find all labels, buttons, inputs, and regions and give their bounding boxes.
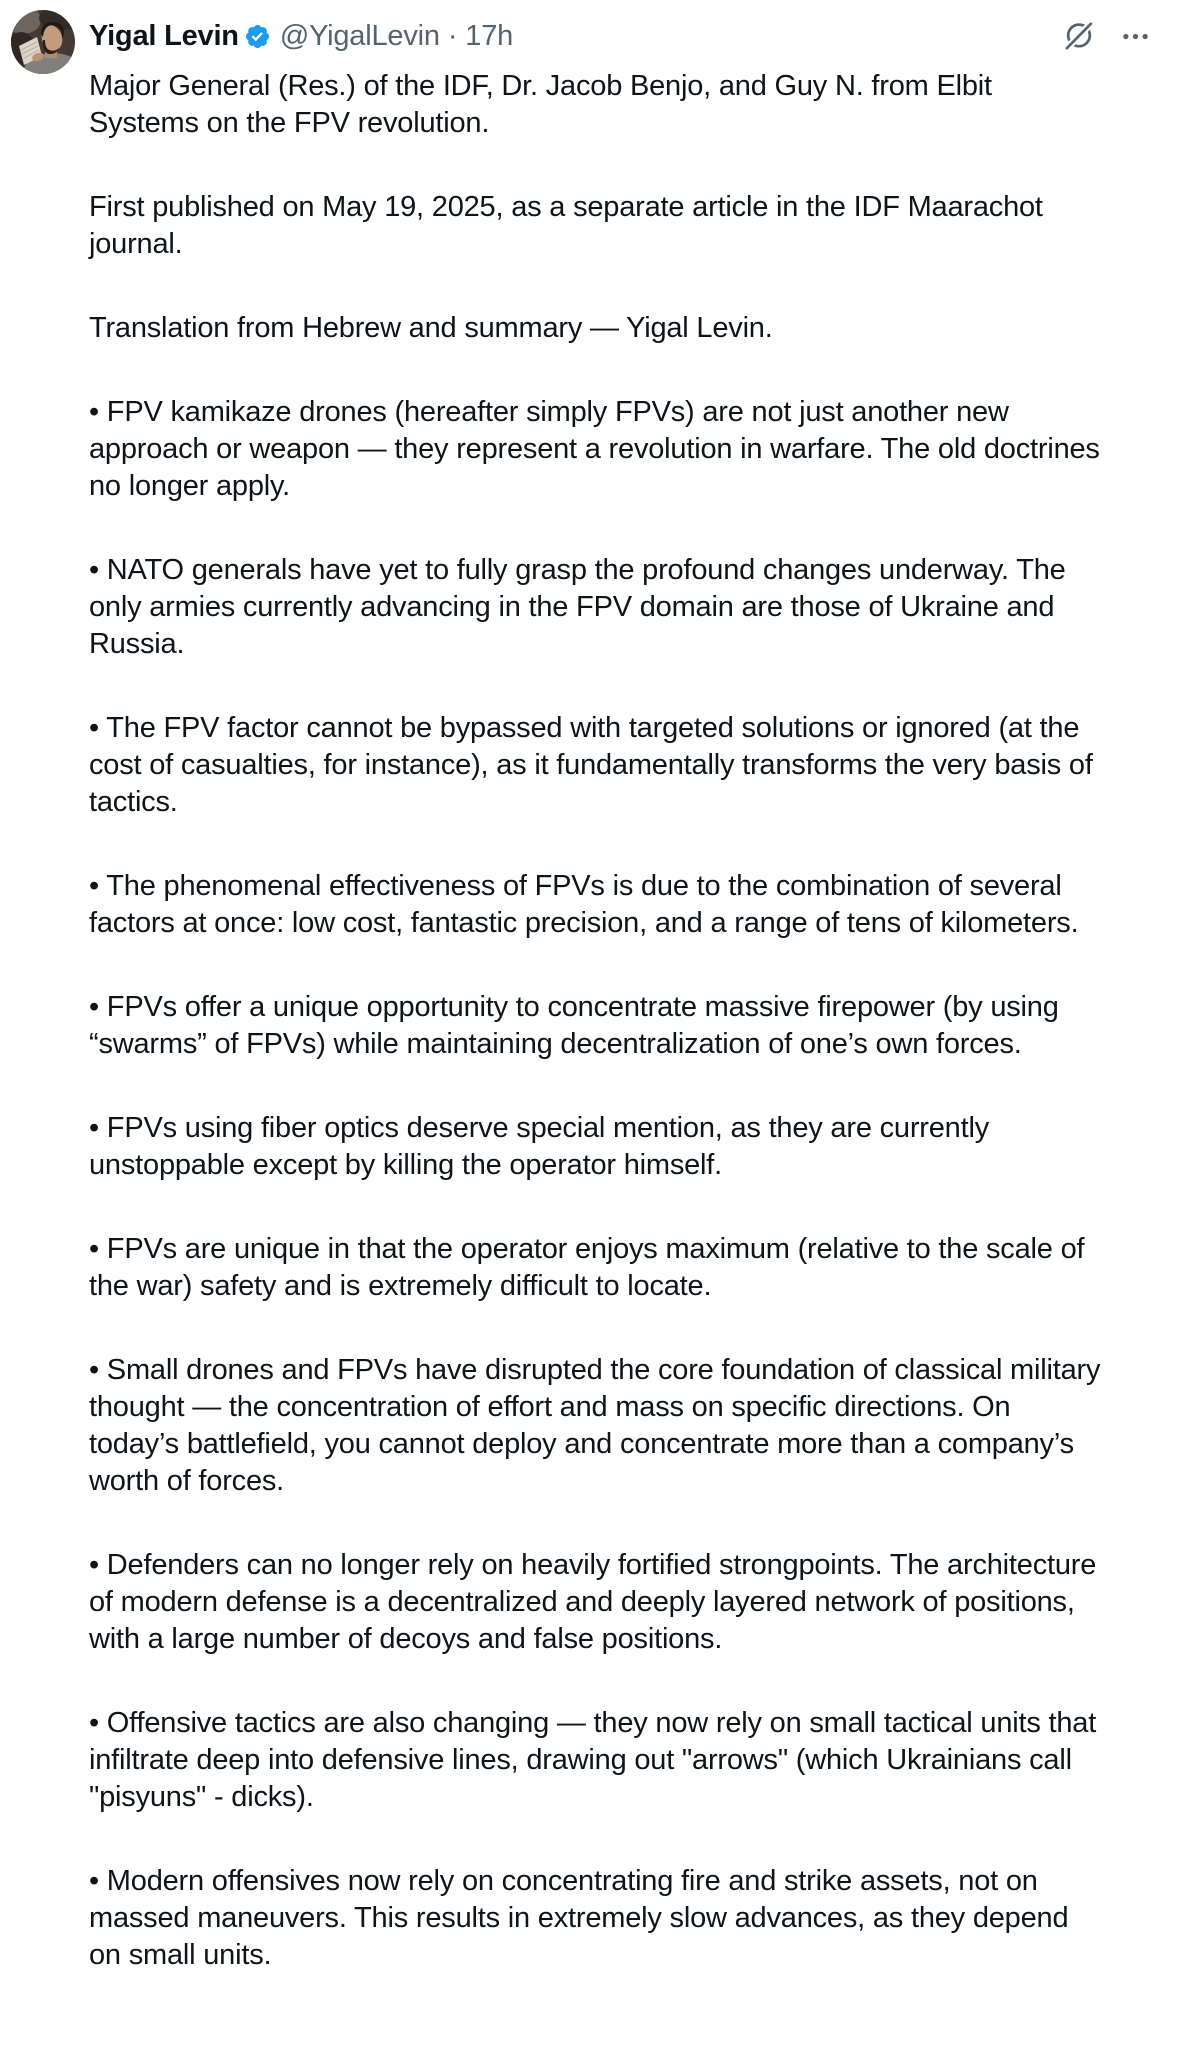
author-handle[interactable]: @YigalLevin [279,19,440,52]
tweet-paragraph: • Offensive tactics are also changing — they now rely on small tactical units that infiltrate deep into defensive lines, drawing out "arrows" (which Ukrainians call "pisyuns" - dicks). [89,1707,1104,1813]
tweet-text [89,68,1109,1974]
post-header [89,18,1152,54]
tweet-paragraph: • The phenomenal effectiveness of FPVs is due to the combination of several factors at once: low cost, fantastic precision, and a range of tens of kilometers. [89,870,1079,939]
header-actions [1061,18,1152,54]
tweet-paragraph: • Small drones and FPVs have disrupted the core foundation of classical military thought — the concentration of effort and mass on specific directions. On today’s battlefield, you cannot deploy and concentrate more than a company’s worth of forces. [89,1354,1109,1497]
tweet-paragraph: • The FPV factor cannot be bypassed with targeted solutions or ignored (at the cost of casualties, for instance), as it fundamentally transforms the very basis of tactics. [89,712,1101,818]
tweet-paragraph: • Modern offensives now rely on concentrating fire and strike assets, not on massed maneuvers. This results in extremely slow advances, as they depend on small units. [89,1865,1077,1971]
verified-badge-icon [244,23,271,50]
handle-group [280,20,513,53]
separator-dot: · [447,19,458,52]
timestamp[interactable]: 17h [465,19,514,52]
author-name[interactable]: Yigal Levin [89,19,239,52]
avatar-photo [11,10,75,74]
more-icon [1119,20,1152,53]
tweet-paragraph: • FPVs offer a unique opportunity to concentrate massive firepower (by using “swarms” of FPVs) while maintaining decentralization of one’s own forces. [89,991,1067,1060]
tweet-paragraph: Translation from Hebrew and summary — Yigal Levin. [89,312,773,344]
tweet-paragraph: • FPV kamikaze drones (hereafter simply FPVs) are not just another new approach or weapon — they represent a revolution in warfare. The old doctrines no longer apply. [89,396,1108,502]
more-button[interactable] [1119,20,1152,53]
tweet-paragraph: • NATO generals have yet to fully grasp the profound changes underway. The only armies currently advancing in the FPV domain are those of Ukraine and Russia. [89,554,1074,660]
avatar[interactable] [11,10,75,74]
tweet-paragraph: First published on May 19, 2025, as a separate article in the IDF Maarachot journal. [89,191,1051,260]
tweet-paragraph: • Defenders can no longer rely on heavily fortified strongpoints. The architecture of modern defense is a decentralized and deeply layered network of positions, with a large number of decoys and false positions. [89,1549,1105,1655]
grok-button[interactable] [1061,18,1097,54]
tweet-paragraph: • FPVs are unique in that the operator enjoys maximum (relative to the scale of the war) safety and is extremely difficult to locate. [89,1233,1093,1302]
tweet-paragraph: Major General (Res.) of the IDF, Dr. Jacob Benjo, and Guy N. from Elbit Systems on the FPV revolution. [89,70,1000,139]
tweet-paragraph: • FPVs using fiber optics deserve special mention, as they are currently unstoppable except by killing the operator himself. [89,1112,997,1181]
grok-icon [1061,18,1097,54]
